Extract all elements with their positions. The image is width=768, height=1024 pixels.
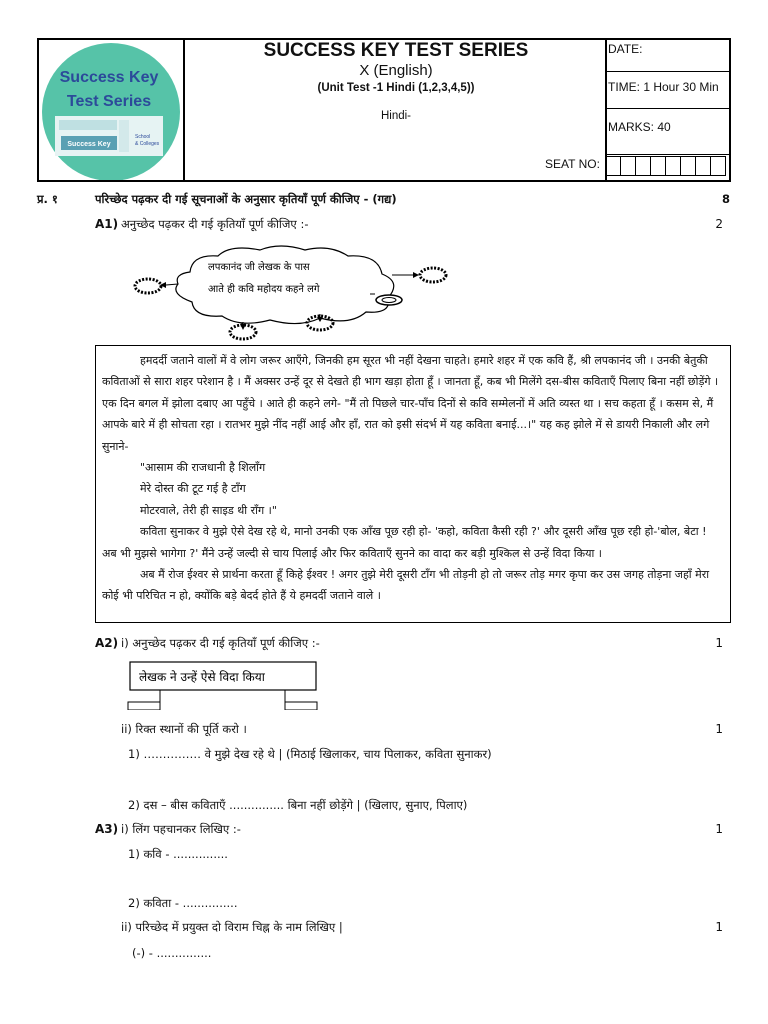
- passage-paragraph: हमदर्दी जताने वालों में वे लोग जरूर आएँगे, जिनकी हम सूरत भी नहीं देखना चाहते। हमारे शहर में एक कवि हैं, श्री लपकानंद जी । उनकी बेतुकी कविताओं से सारा शहर परेशान है । मैं अक्सर उन्हें दूर से देखते ही भाग खड़ा होता हूँ । जानता हूँ, कब भी मिलेंगे दस-बीस कविताएँ पिलाए बिना नहीं छोड़ेंगे । एक दिन बगल में झोला दबाए आ पहुँचे । आते ही कहने लगे- "मैं तो पिछले चार-पाँच दिनों से कवि सम्मेलनों में अति व्यस्त था । सच कहता हूँ । कसम से, मैं आपके बारे में ही सोचता रहा । रातभर मुझे नींद नहीं आई और हाँ, रात को इसी संदर्भ में यह कविता बनाई...।" यह कह झोले में से डायरी निकाली और लगे सुनाने-: [102, 354, 719, 453]
- marks-label: MARKS: 40: [608, 120, 671, 134]
- answer-blank[interactable]: [285, 702, 317, 710]
- header-row-line: [606, 71, 731, 72]
- answer-item: (-) - ...............: [132, 946, 212, 960]
- seat-digit-box[interactable]: [680, 156, 696, 176]
- blank-ring-right: [420, 268, 446, 282]
- arrowhead-right-icon: [413, 272, 419, 278]
- subquestion-marks: 2: [715, 217, 723, 231]
- poem-line: मेरे दोस्त की टूट गई है टाँग: [140, 482, 246, 496]
- passage-paragraph: कविता सुनाकर वे मुझे ऐसे देख रहे थे, मानो उनकी एक आँख पूछ रही हो- 'कहो, कविता कैसी रही ?' और दूसरी आँख पूछ रही हो-'बोल, बेटा ! अब भी मुझसे भागेगा ?' मैंने उन्हें जल्दी से चाय पिलाई और फिर कविताएँ सुनने का वादा कर बड़ी मुश्किल से उन्हें विदा किया ।: [102, 525, 707, 560]
- seat-digit-box[interactable]: [710, 156, 726, 176]
- fill-blank-item: 2) दस – बीस कविताएँ ............... बिना नहीं छोड़ेंगे | (खिलाए, सुनाए, पिलाए): [128, 798, 468, 812]
- unit-line: (Unit Test -1 Hindi (1,2,3,4,5)): [317, 82, 475, 94]
- header-row-line: [606, 108, 731, 109]
- subquestion-instruction: अनुच्छेद पढ़कर दी गई कृतियाँ पूर्ण कीजिए :-: [121, 217, 309, 231]
- passage-paragraph: अब मैं रोज ईश्वर से प्रार्थना करता हूँ किहे ईश्वर ! अगर तुझे मेरी दूसरी टाँग भी तोड़नी हो तो जरूर तोड़ मगर कृपा कर उस जगह तोड़ना जहाँ मेरा कोई भी परिचित न हो, क्योंकि बड़े बेदर्द होते हैं ये हमदर्दी जताने वाले ।: [102, 568, 710, 603]
- subquestion-instruction: i) अनुच्छेद पढ़कर दी गई कृतियाँ पूर्ण कीजिए :-: [121, 636, 320, 650]
- subquestion-label: A1): [95, 217, 119, 231]
- subquestion-marks: 1: [715, 636, 723, 650]
- header-row-line: [606, 154, 731, 155]
- answer-box-text: लेखक ने उन्हें ऐसे विदा किया: [139, 670, 265, 684]
- test-series-title: SUCCESS KEY TEST SERIES: [263, 40, 529, 61]
- answer-box-diagram: [125, 658, 325, 710]
- answer-blank[interactable]: [128, 702, 160, 710]
- poem-line: मोटरवाले, तेरी ही साइड थी रॉंग ।": [140, 503, 277, 517]
- time-label: TIME: 1 Hour 30 Min: [608, 80, 719, 94]
- date-label: DATE:: [608, 42, 643, 56]
- question-marks: 8: [721, 192, 730, 206]
- subquestion-instruction: ii) परिच्छेद में प्रयुक्त दो विराम चिह्न के नाम लिखिए |: [121, 920, 343, 934]
- seat-digit-box[interactable]: [695, 156, 711, 176]
- seat-digit-box[interactable]: [635, 156, 651, 176]
- logo: [39, 40, 184, 180]
- header-table: [37, 38, 731, 182]
- logo-badge-text: Success Key: [67, 141, 111, 148]
- answer-item: 1) कवि - ...............: [128, 847, 228, 861]
- subject-line: Hindi-: [380, 110, 412, 122]
- subquestion-marks: 1: [715, 822, 723, 836]
- seat-digit-box[interactable]: [665, 156, 681, 176]
- class-line: X (English): [359, 62, 433, 79]
- question-heading: परिच्छेद पढ़कर दी गई सूचनाओं के अनुसार कृतियाँ पूर्ण कीजिए - (गद्य): [95, 192, 397, 206]
- blank-ring-small: [376, 295, 402, 305]
- subquestion-label: A3): [95, 822, 119, 836]
- cloud-diagram: [130, 242, 460, 342]
- seat-digit-box[interactable]: [620, 156, 636, 176]
- cloud-text-line1: लपकानंद जी लेखक के पास: [208, 262, 310, 273]
- subquestion-label: A2): [95, 636, 119, 650]
- seat-digit-box[interactable]: [605, 156, 621, 176]
- blank-ring-left: [135, 279, 161, 293]
- logo-side-line1: School: [135, 134, 151, 140]
- logo-title-line1: Success Key: [59, 69, 159, 86]
- subquestion-instruction: i) लिंग पहचानकर लिखिए :-: [121, 822, 241, 836]
- subquestion-marks: 1: [715, 920, 723, 934]
- logo-circle-graphic: [39, 40, 184, 180]
- question-number: प्र. १: [37, 192, 58, 206]
- subquestion-marks: 1: [715, 722, 723, 736]
- answer-item: 2) कविता - ...............: [128, 896, 238, 910]
- logo-title-line2: Test Series: [66, 93, 152, 110]
- poem-line: "आसाम की राजधानी है शिलाँग: [140, 461, 266, 475]
- seat-number-boxes[interactable]: [606, 156, 726, 176]
- arrow-left: [166, 284, 178, 285]
- logo-side-line2: & Colleges: [135, 141, 160, 147]
- passage-box: [95, 345, 731, 623]
- header-divider-left: [183, 40, 185, 180]
- seat-no-label: SEAT NO:: [545, 157, 600, 171]
- fill-blank-item: 1) …………… वे मुझे देख रहे थे | (मिठाई खिलाकर, चाय पिलाकर, कविता सुनाकर): [128, 747, 492, 761]
- seat-digit-box[interactable]: [650, 156, 666, 176]
- subquestion-instruction: ii) रिक्त स्थानों की पूर्ति करो ।: [121, 722, 247, 736]
- cloud-text-line2: आते ही कवि महोदय कहने लगे: [208, 284, 320, 295]
